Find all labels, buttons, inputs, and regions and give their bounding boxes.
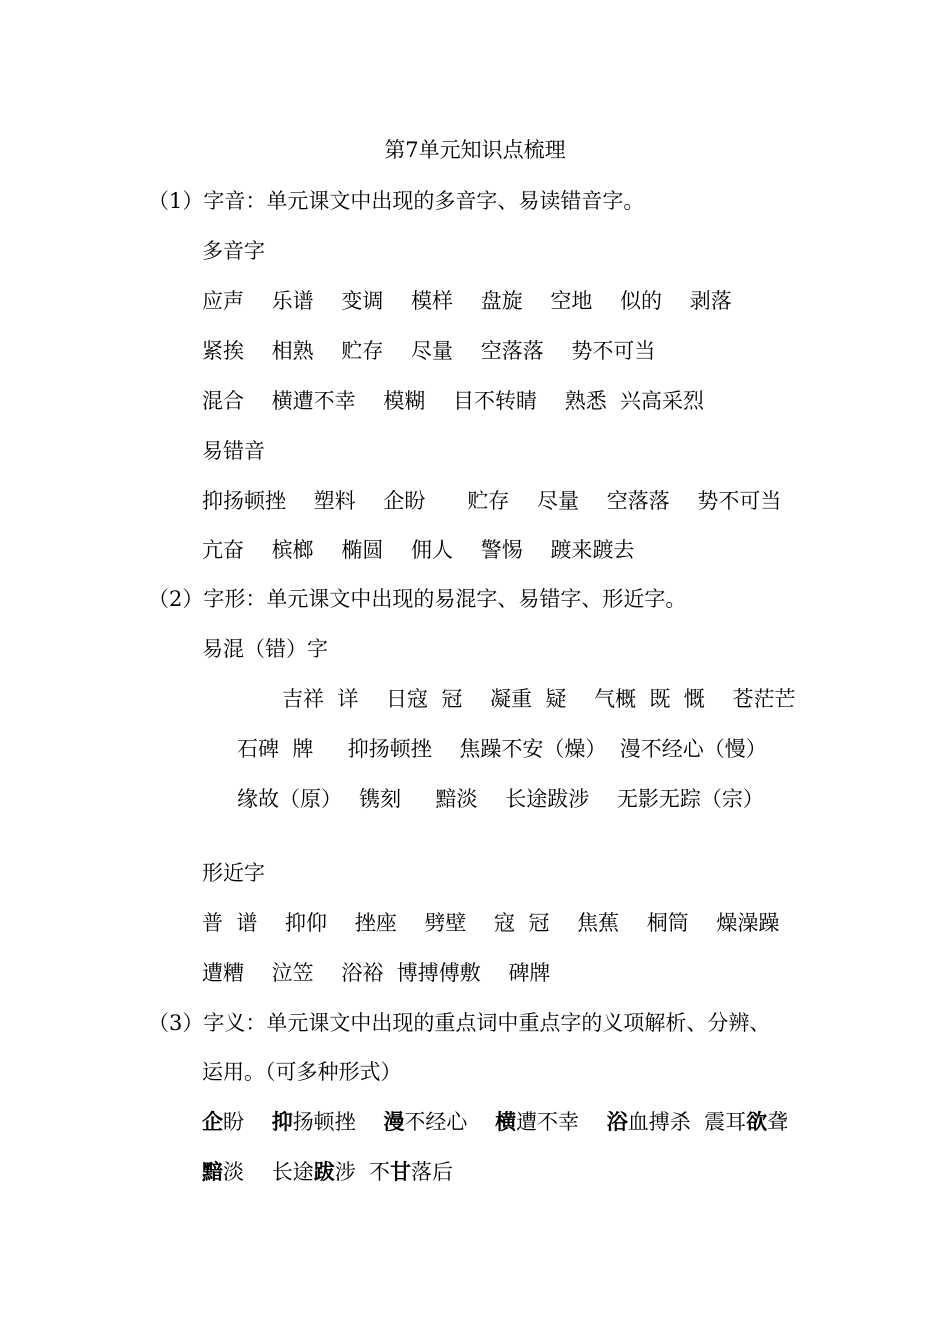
key-word: 横遭不幸 — [495, 1109, 607, 1134]
key-word: 漫不经心 — [383, 1109, 496, 1134]
key-character: 跋 — [313, 1159, 335, 1184]
key-word: 震耳欲聋 — [704, 1109, 789, 1134]
key-character: 企 — [202, 1109, 223, 1134]
section-1-row-1: 应声 乐谱 变调 模样 盘旋 空地 似的 剥落 — [202, 289, 732, 313]
key-character: 横 — [495, 1109, 517, 1134]
section-2-sub-confusable: 易混（错）字 — [202, 637, 328, 661]
key-character: 甘 — [390, 1159, 412, 1184]
key-word: 浴血搏杀 — [606, 1109, 705, 1134]
key-character: 浴 — [606, 1109, 628, 1134]
key-word: 抑扬顿挫 — [271, 1109, 384, 1134]
section-1-row-4: 抑扬顿挫 塑料 企盼 贮存 尽量 空落落 势不可当 — [202, 489, 782, 513]
key-character: 黯 — [202, 1159, 223, 1184]
section-2-row-2: 石碑 牌 抑扬顿挫 焦躁不安（燥） 漫不经心（慢） — [237, 737, 767, 761]
key-word: 长途跋涉 — [271, 1159, 370, 1184]
section-1-row-3: 混合 横遭不幸 模糊 目不转睛 熟悉 兴高采烈 — [202, 389, 705, 413]
section-2-row-4: 普 谱 抑仰 挫座 劈壁 寇 冠 焦蕉 桐筒 燥澡躁 — [202, 911, 780, 935]
page-title: 第7单元知识点梳理 — [384, 138, 566, 162]
key-word: 企盼 — [202, 1109, 272, 1134]
section-1-row-2: 紧挨 相熟 贮存 尽量 空落落 势不可当 — [202, 339, 656, 363]
section-3-heading-cont: 运用。（可多种形式） — [202, 1060, 402, 1084]
section-1-row-5: 亢奋 槟榔 椭圆 佣人 警惕 踱来踱去 — [202, 538, 635, 562]
key-character: 抑 — [271, 1109, 293, 1134]
section-3-row-2 — [202, 1157, 453, 1187]
section-3-row-1 — [202, 1107, 788, 1137]
key-word: 不甘落后 — [369, 1159, 454, 1184]
key-word: 黯淡 — [202, 1159, 272, 1184]
section-2-row-3: 缘故（原） 镌刻 黯淡 长途跋涉 无影无踪（宗） — [237, 787, 764, 811]
section-1-heading: （1）字音：单元课文中出现的多音字、易读错音字。 — [148, 189, 645, 213]
key-character: 欲 — [746, 1109, 768, 1134]
section-2-row-5: 遭糟 泣笠 浴裕 博搏傅敷 碑牌 — [202, 961, 551, 985]
section-1-sub-polyphonic: 多音字 — [202, 239, 265, 263]
section-1-sub-misread: 易错音 — [202, 439, 265, 463]
section-3-heading: （3）字义：单元课文中出现的重点词中重点字的义项解析、分辨、 — [148, 1011, 771, 1035]
key-character: 漫 — [383, 1109, 405, 1134]
section-2-sub-similar: 形近字 — [202, 861, 265, 885]
section-2-heading: （2）字形：单元课文中出现的易混字、易错字、形近字。 — [148, 587, 687, 611]
section-2-row-1: 吉祥 详 日寇 冠 凝重 疑 气概 既 慨 苍茫芒 — [282, 687, 796, 711]
